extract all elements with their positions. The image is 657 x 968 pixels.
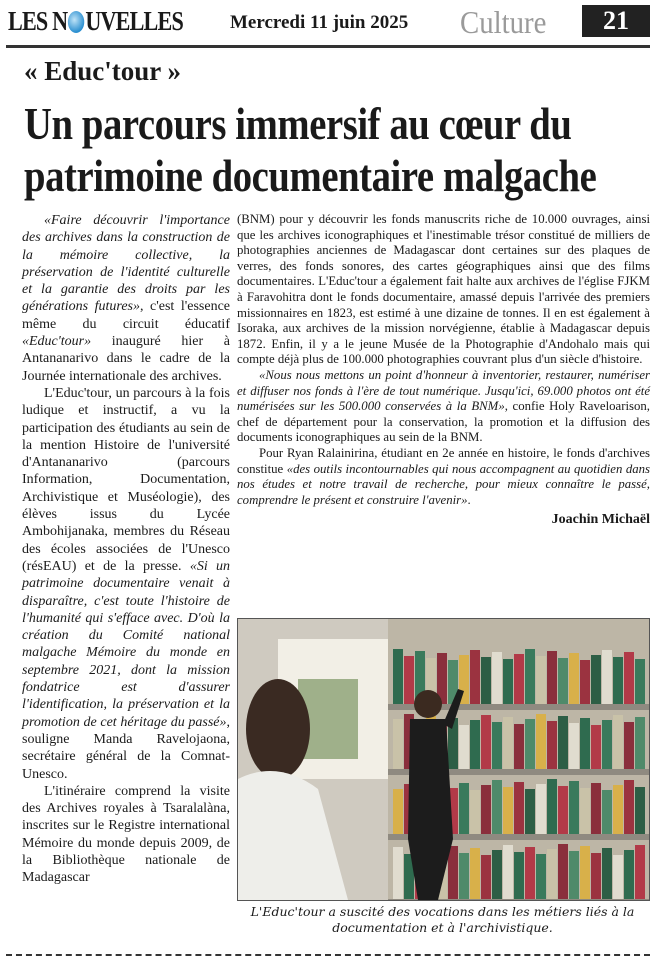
quote-text: «des outils incontournables qui nous accompagnent au quotidien dans nos études et notre travail de recherche, pour mieux connaître le passé, comprendre le présent et construire l'avenir» (237, 461, 650, 507)
binder (459, 725, 469, 769)
headline-line-2: patrimoine documentaire malgache (24, 151, 597, 201)
binder (602, 720, 612, 769)
binder (635, 717, 645, 769)
binder (536, 656, 546, 704)
binder (470, 650, 480, 704)
section-name: Culture (460, 4, 547, 40)
binder (569, 653, 579, 704)
binder (470, 848, 480, 899)
binder (569, 781, 579, 834)
binder (624, 780, 634, 834)
binder (536, 784, 546, 834)
binder (569, 851, 579, 899)
binder (481, 855, 491, 899)
binder (613, 657, 623, 704)
binder (470, 720, 480, 769)
binder (569, 723, 579, 769)
binder (580, 788, 590, 834)
binder (591, 853, 601, 899)
logo-text-left: LES N (8, 6, 68, 36)
binder (503, 717, 513, 769)
binder (547, 721, 557, 769)
article-column-2-wrapper (237, 212, 650, 528)
byline: Joachin Michaël (551, 512, 650, 528)
quote-text: «Si un patrimoine documentaire venait à disparaître, c'est toute l'histoire de l'humanité qui s'efface avec. D'où la création du Comité national malgache Mémoire du monde en septembre 2021, dont la mission fondatrice est d'assurer l'identification, la préservation et la promotion de cet héritage du passé» (22, 558, 230, 730)
binder (580, 718, 590, 769)
page-number: 21 (582, 5, 650, 37)
binder (635, 659, 645, 704)
binder (580, 660, 590, 704)
binder (393, 847, 403, 899)
binder (536, 714, 546, 769)
binder (602, 790, 612, 834)
binder (525, 847, 535, 899)
body-text: L'itinéraire comprend la visite des Archives royales à Tsaralalàna, inscrites sur le Registre international Mémoire du monde depuis 2009, de la Bibliothèque nationale de Madagascar (22, 783, 230, 886)
binder (635, 787, 645, 834)
body-text: L'Educ'tour, un parcours à la fois ludique et instructif, a vu la participation des étudiants au sein de la mention Histoire de l'université d'Antananarivo (parcours Information, Documentation, Archivistique et Muséologie), des élèves issus du Lycée Ambohijanaka, membres du Réseau des écoles associées de l'Unesco (résEAU) et de la presse. (22, 385, 230, 574)
binder (547, 779, 557, 834)
binder (481, 715, 491, 769)
binder (481, 785, 491, 834)
binder (393, 719, 403, 769)
binder (514, 654, 524, 704)
body-text: , c'est l'essence même du circuit éducatif (22, 299, 230, 332)
binder (547, 849, 557, 899)
binder (503, 659, 513, 704)
article-paragraph (22, 212, 230, 385)
kicker: « Educ'tour » (24, 56, 182, 86)
logo-text-right: UVELLES (85, 6, 183, 36)
binder (492, 850, 502, 899)
article-column-1 (22, 212, 230, 887)
newspaper-logo (8, 6, 183, 37)
quote-text: «Educ'tour» (22, 334, 92, 350)
binder (448, 846, 458, 899)
binder (613, 715, 623, 769)
article-paragraph (22, 783, 230, 887)
binder (514, 724, 524, 769)
binder (591, 783, 601, 834)
article-paragraph (22, 385, 230, 783)
binder (602, 848, 612, 899)
header-rule (6, 45, 650, 48)
headline (24, 98, 597, 202)
masthead (8, 2, 650, 42)
binder (459, 783, 469, 834)
binder (580, 846, 590, 899)
binder (624, 652, 634, 704)
binder (514, 852, 524, 899)
binder (624, 722, 634, 769)
article-paragraph (237, 446, 650, 508)
binder (547, 651, 557, 704)
binder (514, 782, 524, 834)
binder (503, 787, 513, 834)
binder (602, 650, 612, 704)
binder (470, 790, 480, 834)
binder (459, 853, 469, 899)
binder (613, 855, 623, 899)
issue-date: Mercredi 11 juin 2025 (230, 12, 409, 33)
binder (393, 649, 403, 704)
binder (536, 854, 546, 899)
article-paragraph (237, 212, 650, 368)
globe-icon (68, 11, 84, 33)
article-photo (237, 618, 650, 901)
headline-line-1: Un parcours immersif au cœur du (24, 99, 572, 149)
page-bottom-dashed-rule (6, 954, 650, 956)
quote-text: «Faire découvrir l'importance des archives dans la construction de la mémoire collective, la préservation de l'identité culturelle et la garantie des droits par les générations futures» (22, 213, 230, 315)
binder (558, 716, 568, 769)
body-text: Pour Ryan Ralainirina, étudiant en 2e année en histoire, le fonds d'archives constitue (237, 445, 650, 476)
binder (624, 850, 634, 899)
binder (503, 845, 513, 899)
binder (492, 652, 502, 704)
binder (613, 785, 623, 834)
binder (591, 725, 601, 769)
binder (591, 655, 601, 704)
binder (492, 780, 502, 834)
binder (635, 845, 645, 899)
archive-shelves-photo (238, 619, 649, 900)
binder (404, 656, 414, 704)
body-text: inauguré hier à Antananarivo dans le cadre de la Journée internationale des archives. (22, 334, 230, 384)
binder (558, 786, 568, 834)
binder (525, 649, 535, 704)
binder (525, 719, 535, 769)
body-text: , souligne Manda Ravelojaona, secrétaire général de la Comnat-Unesco. (22, 714, 230, 782)
body-text: . (467, 492, 471, 507)
photo-caption: L'Educ'tour a suscité des vocations dans les métiers liés à la documentation et à l'archivistique. (250, 904, 635, 935)
body-text: (BNM) pour y découvrir les fonds manuscrits riche de 10.000 ouvrages, ainsi que les archives iconographiques et l'inestimable trésor constitué de milliers de photographies anciennes de Madagascar dont certaines sur des plaques de verres, des fonds sonores, des cartes géographiques ainsi que des films documentaires. L'Educ'tour a également fait halte aux archives de l'église FJKM à Faravohitra dont le fonds documentaire, amassé depuis l'arrivée des premiers missionnaires en 1823, est estimé à une dizaine de tonnes. Il en est également à Isoraka, aux archives de la mission norvégienne, établie à Madagascar depuis 1872. Enfin, il y a le jeune Musée de la Photographie d'Andohalo mais qui compte déjà plus de 100.000 photographies couvrant plus d'un siècle d'histoire. (237, 212, 650, 367)
binder (558, 844, 568, 899)
body-text: , confie Holy Raveloarison, chef de département pour la conservation, la promotion et la diffusion des documents iconographiques au sein de la BNM. (237, 399, 650, 445)
binder (558, 658, 568, 704)
article-column-2 (237, 212, 650, 508)
binder (393, 789, 403, 834)
binder (481, 657, 491, 704)
quote-text: «Nous nous mettons un point d'honneur à inventorier, restaurer, numériser et diffuser nos fonds à l'ère de tout numérique. Jusqu'ici, 69.000 photos ont été numérisées sur les 500.000 conservées à la BNM» (237, 367, 650, 414)
binder (492, 722, 502, 769)
article-paragraph (237, 368, 650, 446)
binder (525, 789, 535, 834)
